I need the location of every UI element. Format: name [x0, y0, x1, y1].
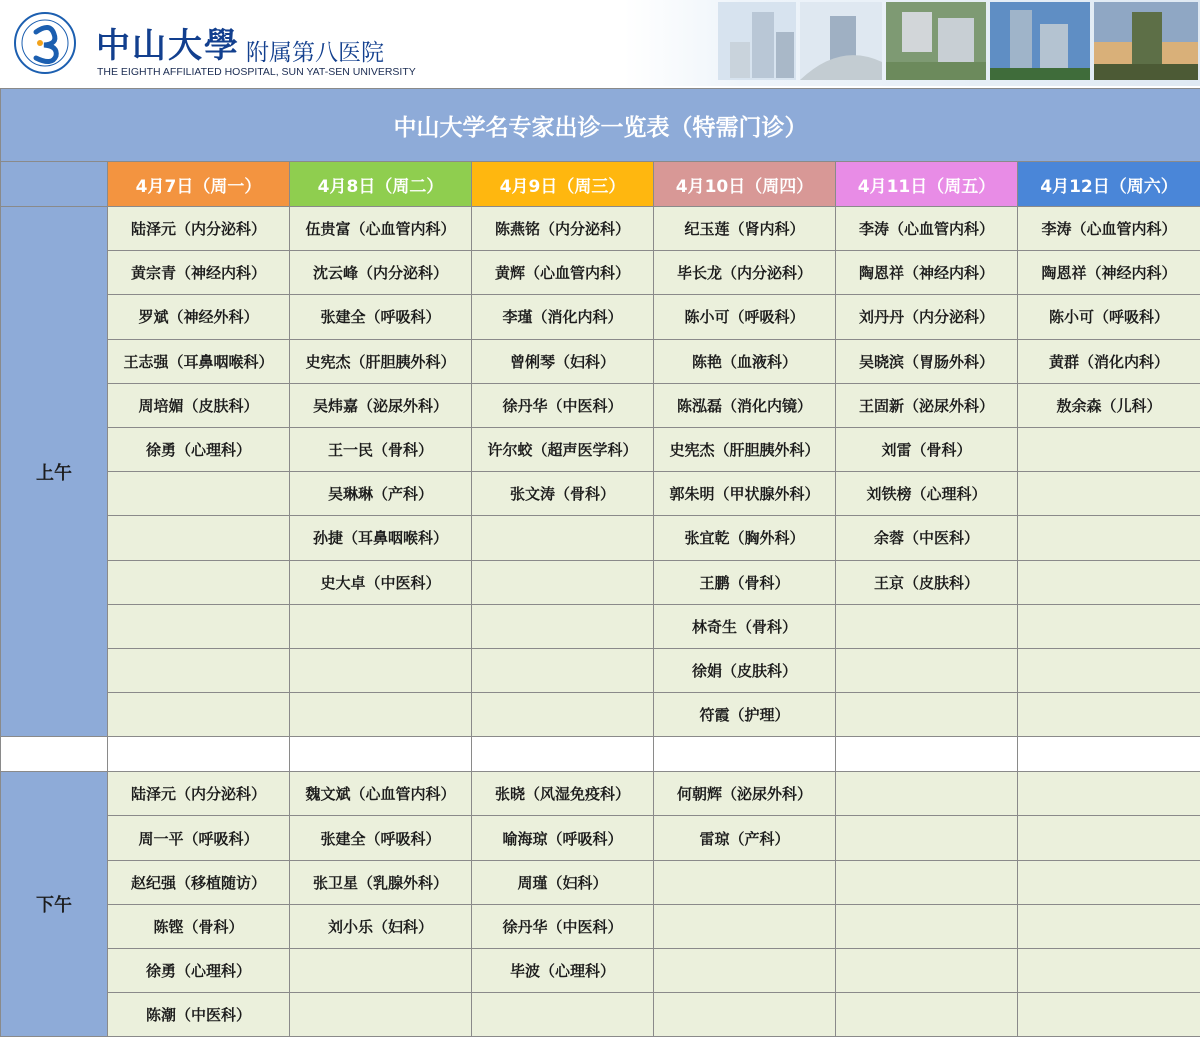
afternoon-period-label: 下午 [1, 772, 108, 1037]
day-header: 4月10日（周四） [654, 162, 836, 207]
schedule-row [1, 207, 1200, 251]
day-header: 4月8日（周二） [290, 162, 472, 207]
doctor-cell: 徐丹华（中医科） [472, 383, 654, 427]
doctor-cell: 刘铁榜（心理科） [836, 472, 1018, 516]
doctor-cell: 罗斌（神经外科） [108, 295, 290, 339]
doctor-cell [472, 648, 654, 692]
doctor-cell [472, 604, 654, 648]
hospital-name-en: THE EIGHTH AFFILIATED HOSPITAL, SUN YAT-SEN UNIVERSITY [97, 66, 416, 78]
doctor-cell: 陈泓磊（消化内镜） [654, 383, 836, 427]
doctor-cell: 黄宗青（神经内科） [108, 251, 290, 295]
doctor-cell: 符霞（护理） [654, 693, 836, 737]
doctor-cell [108, 560, 290, 604]
doctor-cell [108, 648, 290, 692]
doctor-cell: 黄群（消化内科） [1018, 339, 1200, 383]
doctor-cell [472, 993, 654, 1037]
doctor-cell: 喻海琼（呼吸科） [472, 816, 654, 860]
doctor-cell [290, 604, 472, 648]
building-photo-5 [1094, 2, 1198, 80]
divider-cell [108, 737, 290, 772]
doctor-cell [1018, 772, 1200, 816]
doctor-cell: 沈云峰（内分泌科） [290, 251, 472, 295]
doctor-cell [1018, 604, 1200, 648]
doctor-cell: 吴晓滨（胃肠外科） [836, 339, 1018, 383]
building-photo-1 [718, 2, 796, 80]
doctor-cell: 周培媚（皮肤科） [108, 383, 290, 427]
schedule-row [1, 560, 1200, 604]
doctor-cell: 伍贵富（心血管内科） [290, 207, 472, 251]
doctor-cell: 徐勇（心理科） [108, 427, 290, 471]
divider-cell [1018, 737, 1200, 772]
doctor-cell [836, 604, 1018, 648]
day-header: 4月7日（周一） [108, 162, 290, 207]
doctor-cell: 陆泽元（内分泌科） [108, 207, 290, 251]
schedule-row [1, 604, 1200, 648]
doctor-cell: 陶恩祥（神经内科） [1018, 251, 1200, 295]
doctor-cell: 王一民（骨科） [290, 427, 472, 471]
divider-cell [472, 737, 654, 772]
header-corner-cell [1, 162, 108, 207]
doctor-cell: 孙捷（耳鼻咽喉科） [290, 516, 472, 560]
doctor-cell [836, 993, 1018, 1037]
doctor-cell [472, 560, 654, 604]
schedule-row [1, 251, 1200, 295]
schedule-row [1, 949, 1200, 993]
day-header: 4月11日（周五） [836, 162, 1018, 207]
building-photo-3 [886, 2, 986, 80]
doctor-cell: 李涛（心血管内科） [836, 207, 1018, 251]
schedule-row [1, 816, 1200, 860]
doctor-cell [1018, 693, 1200, 737]
doctor-cell: 吴炜嘉（泌尿外科） [290, 383, 472, 427]
doctor-cell [836, 860, 1018, 904]
doctor-cell: 王京（皮肤科） [836, 560, 1018, 604]
doctor-cell: 史大卓（中医科） [290, 560, 472, 604]
doctor-cell: 王鹏（骨科） [654, 560, 836, 604]
doctor-cell: 陈艳（血液科） [654, 339, 836, 383]
doctor-cell [1018, 816, 1200, 860]
doctor-cell [108, 693, 290, 737]
doctor-cell [108, 516, 290, 560]
schedule-row [1, 339, 1200, 383]
day-header: 4月9日（周三） [472, 162, 654, 207]
doctor-cell: 雷琼（产科） [654, 816, 836, 860]
doctor-cell: 王志强（耳鼻咽喉科） [108, 339, 290, 383]
doctor-cell [836, 904, 1018, 948]
schedule-row [1, 772, 1200, 816]
doctor-cell: 陈燕铭（内分泌科） [472, 207, 654, 251]
schedule-row [1, 993, 1200, 1037]
doctor-cell: 徐丹华（中医科） [472, 904, 654, 948]
doctor-cell: 徐娟（皮肤科） [654, 648, 836, 692]
doctor-cell: 刘雷（骨科） [836, 427, 1018, 471]
doctor-cell: 曾俐琴（妇科） [472, 339, 654, 383]
doctor-cell [290, 949, 472, 993]
doctor-cell: 余蓉（中医科） [836, 516, 1018, 560]
doctor-cell: 周一平（呼吸科） [108, 816, 290, 860]
doctor-cell: 史宪杰（肝胆胰外科） [654, 427, 836, 471]
doctor-cell [290, 648, 472, 692]
doctor-cell [836, 648, 1018, 692]
doctor-cell: 毕长龙（内分泌科） [654, 251, 836, 295]
doctor-cell: 陶恩祥（神经内科） [836, 251, 1018, 295]
divider-cell [1, 737, 108, 772]
doctor-cell [654, 949, 836, 993]
schedule-row [1, 516, 1200, 560]
doctor-cell: 林奇生（骨科） [654, 604, 836, 648]
doctor-cell: 王固新（泌尿外科） [836, 383, 1018, 427]
doctor-cell [1018, 472, 1200, 516]
doctor-cell [1018, 427, 1200, 471]
doctor-cell: 陈小可（呼吸科） [654, 295, 836, 339]
doctor-cell: 陆泽元（内分泌科） [108, 772, 290, 816]
hospital-logo-icon [14, 12, 76, 74]
hospital-name-cn: 中山大學 附属第八医院 [96, 26, 384, 66]
doctor-cell [108, 604, 290, 648]
doctor-cell: 张晓（风湿免疫科） [472, 772, 654, 816]
doctor-cell: 敖余森（儿科） [1018, 383, 1200, 427]
divider-cell [290, 737, 472, 772]
day-header: 4月12日（周六） [1018, 162, 1200, 207]
doctor-cell: 黄辉（心血管内科） [472, 251, 654, 295]
page-title: 中山大学名专家出诊一览表（特需门诊） [1, 89, 1200, 162]
schedule-row [1, 904, 1200, 948]
doctor-cell: 刘丹丹（内分泌科） [836, 295, 1018, 339]
schedule-row [1, 383, 1200, 427]
schedule-row [1, 472, 1200, 516]
doctor-cell [836, 693, 1018, 737]
doctor-cell [290, 993, 472, 1037]
doctor-cell [290, 693, 472, 737]
doctor-cell [1018, 949, 1200, 993]
doctor-cell: 刘小乐（妇科） [290, 904, 472, 948]
divider-cell [654, 737, 836, 772]
doctor-cell: 张宜乾（胸外科） [654, 516, 836, 560]
doctor-cell: 徐勇（心理科） [108, 949, 290, 993]
schedule-row [1, 427, 1200, 471]
doctor-cell: 纪玉莲（肾内科） [654, 207, 836, 251]
schedule-row [1, 693, 1200, 737]
building-photo-2 [800, 2, 882, 80]
morning-period-label: 上午 [1, 207, 108, 737]
doctor-cell: 陈潮（中医科） [108, 993, 290, 1037]
doctor-cell: 许尔蛟（超声医学科） [472, 427, 654, 471]
doctor-cell: 周瑾（妇科） [472, 860, 654, 904]
doctor-cell: 赵纪强（移植随访） [108, 860, 290, 904]
doctor-cell [1018, 993, 1200, 1037]
doctor-cell: 毕波（心理科） [472, 949, 654, 993]
doctor-cell: 郭朱明（甲状腺外科） [654, 472, 836, 516]
schedule-row [1, 860, 1200, 904]
doctor-cell [836, 772, 1018, 816]
doctor-cell: 张建全（呼吸科） [290, 295, 472, 339]
hospital-banner [0, 0, 1200, 86]
doctor-cell: 吴琳琳（产科） [290, 472, 472, 516]
doctor-cell [1018, 648, 1200, 692]
doctor-cell [836, 949, 1018, 993]
doctor-cell [1018, 516, 1200, 560]
schedule-table [0, 88, 1200, 1037]
doctor-cell [654, 904, 836, 948]
doctor-cell [1018, 860, 1200, 904]
building-photo-4 [990, 2, 1090, 80]
divider-cell [836, 737, 1018, 772]
doctor-cell [654, 860, 836, 904]
doctor-cell [472, 516, 654, 560]
doctor-cell [108, 472, 290, 516]
doctor-cell: 魏文斌（心血管内科） [290, 772, 472, 816]
doctor-cell: 何朝辉（泌尿外科） [654, 772, 836, 816]
doctor-cell: 张文涛（骨科） [472, 472, 654, 516]
doctor-cell [836, 816, 1018, 860]
doctor-cell: 张卫星（乳腺外科） [290, 860, 472, 904]
doctor-cell: 陈铿（骨科） [108, 904, 290, 948]
doctor-cell [1018, 560, 1200, 604]
doctor-cell: 陈小可（呼吸科） [1018, 295, 1200, 339]
doctor-cell: 李涛（心血管内科） [1018, 207, 1200, 251]
doctor-cell: 史宪杰（肝胆胰外科） [290, 339, 472, 383]
doctor-cell: 张建全（呼吸科） [290, 816, 472, 860]
doctor-cell [1018, 904, 1200, 948]
schedule-row [1, 295, 1200, 339]
doctor-cell [472, 693, 654, 737]
schedule-row [1, 648, 1200, 692]
doctor-cell [654, 993, 836, 1037]
doctor-cell: 李瑾（消化内科） [472, 295, 654, 339]
session-divider-row [1, 737, 1200, 772]
